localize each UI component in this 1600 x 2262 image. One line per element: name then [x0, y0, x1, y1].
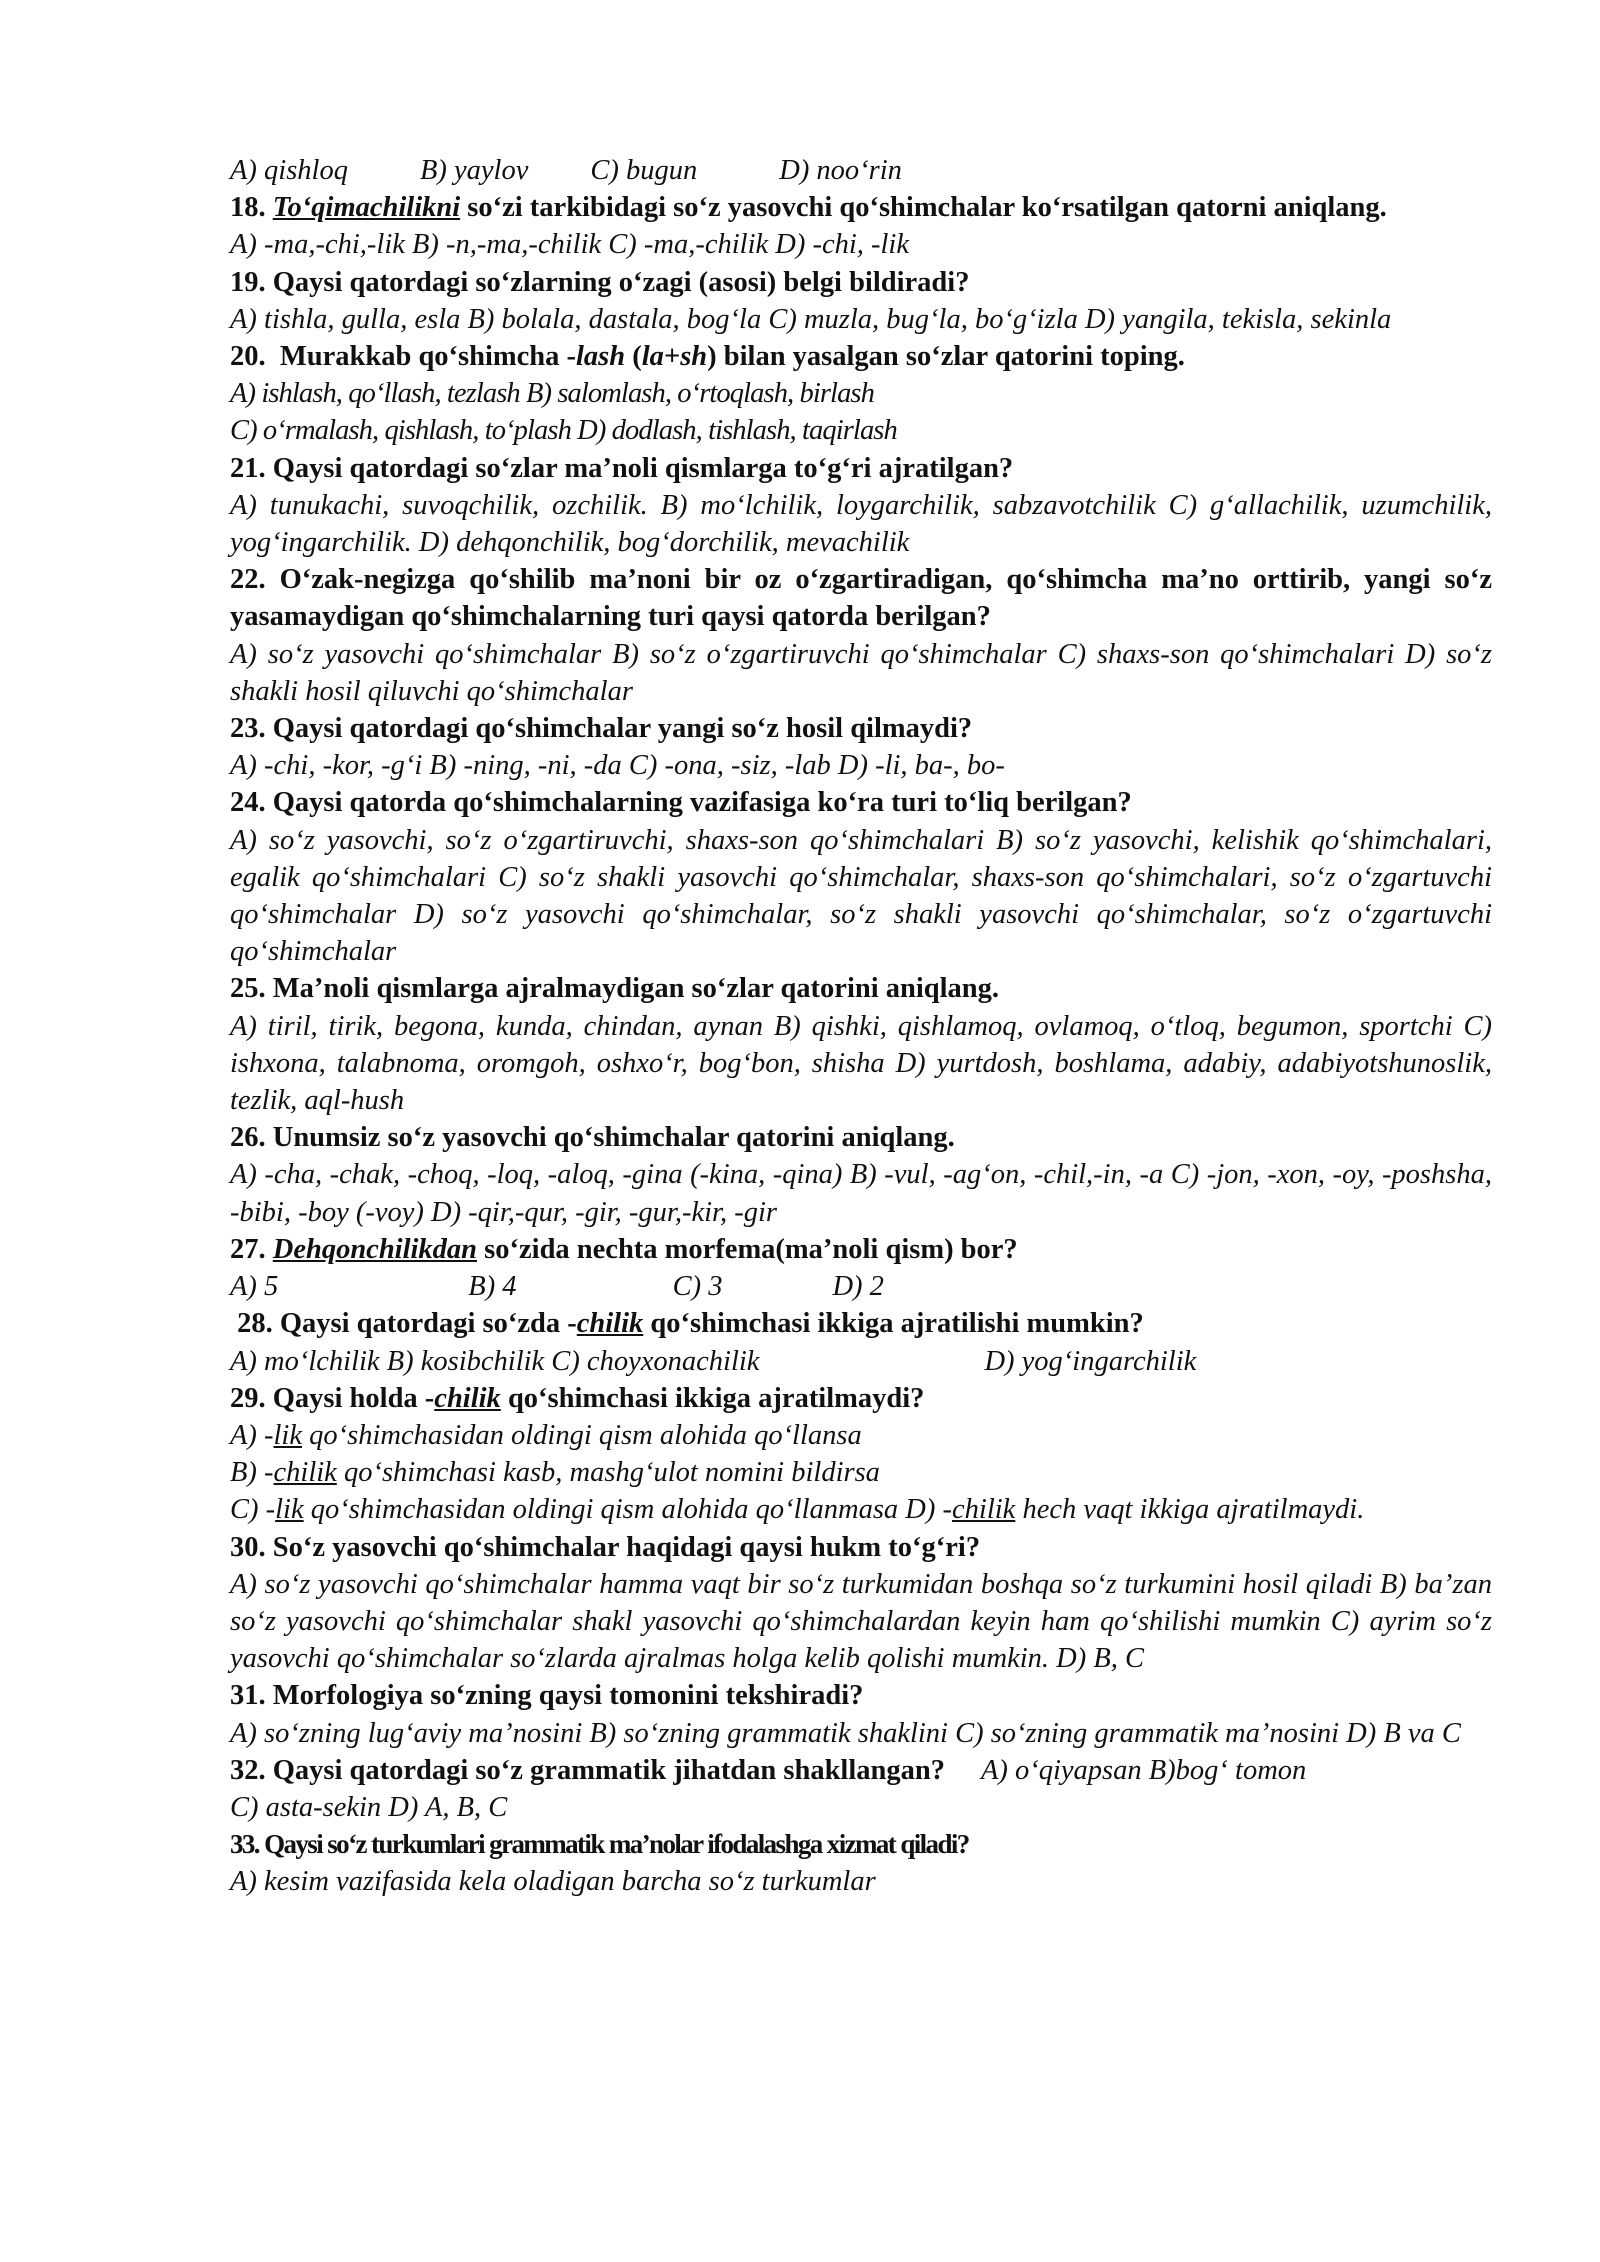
- answer-d: D) 2: [832, 1271, 884, 1303]
- question-26: [230, 1119, 1492, 1156]
- question-text: O‘zak-negizga qo‘shilib ma’noni bir oz o‘zgartiradigan, qo‘shimcha ma’no orttirib, yangi so‘z yasamaydigan qo‘shimchalarning turi qaysi qatorda berilgan?: [230, 564, 1493, 633]
- question-number: 25.: [230, 973, 266, 1005]
- suffix-chilik: chilik: [273, 1457, 337, 1489]
- question-keyword: To‘qimachilikni: [272, 192, 461, 224]
- answers-a-c: A) mo‘lchilik B) kosibchilik C) choyxonachilik: [230, 1345, 760, 1377]
- question-number: 33.: [230, 1829, 259, 1860]
- answer-a: A) qishloq: [230, 155, 348, 186]
- question-32-inline-answers: A) o‘qiyapsan B)bog‘ tomon: [980, 1754, 1307, 1786]
- question-number: 19.: [230, 266, 266, 298]
- question-text: qo‘shimchasi ikkiga ajratilishi mumkin?: [643, 1308, 1144, 1340]
- question-text: qo‘shimchasi ikkiga ajratilmaydi?: [500, 1382, 925, 1414]
- answer-d: D) yog‘ingarchilik: [984, 1345, 1197, 1377]
- question-27-answers: [230, 1268, 1492, 1305]
- question-text: Unumsiz so‘z yasovchi qo‘shimchalar qatorini aniqlang.: [272, 1122, 955, 1154]
- answer-a: A) 5: [230, 1271, 279, 1303]
- question-32-answers: C) asta-sekin D) A, B, C: [230, 1791, 508, 1823]
- question-29-answer-b: [230, 1454, 1492, 1491]
- question-number: 20.: [230, 341, 266, 373]
- suffix-chilik: chilik: [434, 1382, 501, 1414]
- question-28: [230, 1305, 1492, 1342]
- question-text: Qaysi holda -: [272, 1382, 435, 1414]
- question-number: 18.: [230, 192, 266, 224]
- question-23: [230, 710, 1492, 747]
- question-30-answers: A) so‘z yasovchi qo‘shimchalar hamma vaqt bir so‘z turkumidan boshqa so‘z turkumini hosil qiladi B) ba’zan so‘z yasovchi qo‘shimchalar shakl yasovchi qo‘shimchalardan keyin ham qo‘shilishi mumkin C) ayrim so‘z yasovchi qo‘shimchalar so‘zlarda ajralmas holga kelib qolishi mumkin. D) B, C: [230, 1568, 1492, 1675]
- question-text: Qaysi qatordagi so‘zlar ma’noli qismlarga to‘g‘ri ajratilgan?: [272, 452, 1014, 484]
- question-number: 28.: [237, 1308, 273, 1340]
- question-text: so‘zida nechta morfema(ma’noli qism) bor?: [477, 1233, 1018, 1265]
- question-25: [230, 970, 1492, 1007]
- question-number: 32.: [230, 1754, 266, 1786]
- suffix-sh: sh: [680, 341, 708, 373]
- question-21-answers: A) tunukachi, suvoqchilik, ozchilik. B) mo‘lchilik, loygarchilik, sabzavotchilik C) g‘allachilik, uzumchilik, yog‘ingarchilik. D) dehqonchilik, bog‘dorchilik, mevachilik: [230, 489, 1492, 559]
- plus-sign: +: [663, 341, 681, 373]
- question-18: [230, 189, 1492, 226]
- suffix-lash: lash: [576, 341, 626, 373]
- question-29-answer-c-d: [230, 1491, 1492, 1528]
- answer-text: qo‘shimchasidan oldingi qism alohida qo‘llansa: [302, 1419, 862, 1451]
- question-27: [230, 1231, 1492, 1268]
- question-number: 29.: [230, 1382, 266, 1414]
- question-29: [230, 1380, 1492, 1417]
- question-23-answers: A) -chi, -kor, -g‘i B) -ning, -ni, -da C) -ona, -siz, -lab D) -li, ba-, bo-: [230, 750, 1005, 782]
- suffix-lik: lik: [273, 1419, 303, 1451]
- question-number: 26.: [230, 1122, 266, 1154]
- answer-b: B) 4: [468, 1271, 517, 1303]
- answer-d: D) noo‘rin: [779, 155, 902, 186]
- question-31: [230, 1677, 1492, 1714]
- question-19: [230, 264, 1492, 301]
- question-19-answers: A) tishla, gulla, esla B) bolala, dastala, bog‘la C) muzla, bug‘la, bo‘g‘izla D) yangila, tekisla, sekinla: [230, 303, 1392, 335]
- question-text: ) bilan yasalgan so‘zlar qatorini toping.: [707, 341, 1185, 373]
- question-keyword: Dehqonchilikdan: [272, 1233, 478, 1265]
- question-number: 21.: [230, 452, 266, 484]
- question-text: So‘z yasovchi qo‘shimchalar haqidagi qaysi hukm to‘g‘ri?: [272, 1531, 981, 1563]
- question-text: Qaysi qatordagi so‘z grammatik jihatdan shakllangan?: [272, 1754, 945, 1786]
- question-33-answers: A) kesim vazifasida kela oladigan barcha so‘z turkumlar: [230, 1866, 876, 1898]
- question-32: [230, 1752, 1492, 1789]
- question-25-answers: A) tiril, tirik, begona, kunda, chindan, aynan B) qishki, qishlamoq, ovlamoq, o‘tloq, begumon, sportchi C) ishxona, talabnoma, oromgoh, oshxo‘r, bog‘bon, shisha D) yurtdosh, boshlama, adabiy, adabiyotshunoslik, tezlik, aql-hush: [230, 1010, 1492, 1117]
- question-text: Qaysi so‘z turkumlari grammatik ma’nolar ifodalashga xizmat qiladi?: [264, 1829, 969, 1860]
- question-number: 22.: [230, 564, 266, 596]
- question-text: Murakkab qo‘shimcha -: [279, 341, 577, 373]
- question-text: Morfologiya so‘zning qaysi tomonini tekshiradi?: [272, 1680, 864, 1712]
- question-text: Qaysi qatordagi qo‘shimchalar yangi so‘z hosil qilmaydi?: [272, 713, 973, 745]
- answer-prefix: C) -: [230, 1494, 276, 1526]
- question-20: [230, 338, 1492, 375]
- question-number: 24.: [230, 787, 266, 819]
- question-number: 27.: [230, 1233, 266, 1265]
- suffix-chilik: chilik: [952, 1494, 1016, 1526]
- question-text: (: [625, 341, 642, 373]
- question-21: [230, 450, 1492, 487]
- question-22: [230, 561, 1492, 635]
- question-text: Qaysi qatordagi so‘zlarning o‘zagi (asosi) belgi bildiradi?: [272, 266, 970, 298]
- question-number: 31.: [230, 1680, 266, 1712]
- question-28-answers: [230, 1343, 1492, 1380]
- question-24-answers: A) so‘z yasovchi, so‘z o‘zgartiruvchi, shaxs-son qo‘shimchalari B) so‘z yasovchi, kelishik qo‘shimchalari, egalik qo‘shimchalari C) so‘z shakli yasovchi qo‘shimchalar, shaxs-son qo‘shimchalari, so‘z o‘zgartuvchi qo‘shimchalar D) so‘z yasovchi qo‘shimchalar, so‘z shakli yasovchi qo‘shimchalar, so‘z o‘zgartuvchi qo‘shimchalar: [230, 824, 1492, 968]
- top-answer-line: [230, 152, 1492, 189]
- question-22-answers: A) so‘z yasovchi qo‘shimchalar B) so‘z o‘zgartiruvchi qo‘shimchalar C) shaxs-son qo‘shimchalari D) so‘z shakli hosil qiluvchi qo‘shimchalar: [230, 638, 1492, 707]
- question-text: so‘zi tarkibidagi so‘z yasovchi qo‘shimchalar ko‘rsatilgan qatorni aniqlang.: [460, 192, 1387, 224]
- question-33: [230, 1826, 1492, 1863]
- question-26-answers: A) -cha, -chak, -choq, -loq, -aloq, -gina (-kina, -qina) B) -vul, -ag‘on, -chil,-in, -a C) -jon, -xon, -oy, -poshsha, -bibi, -boy (-voy) D) -qir,-qur, -gir, -gur,-kir, -gir: [230, 1159, 1492, 1228]
- document-page: [230, 152, 1492, 1901]
- question-number: 23.: [230, 713, 266, 745]
- question-text: Ma’noli qismlarga ajralmaydigan so‘zlar qatorini aniqlang.: [272, 973, 1000, 1005]
- answer-text: hech vaqt ikkiga ajratilmaydi.: [1015, 1494, 1365, 1526]
- answer-text: qo‘shimchasi kasb, mashg‘ulot nomini bildirsa: [336, 1457, 880, 1489]
- answer-b: B) yaylov: [419, 155, 529, 186]
- answer-c: C) 3: [672, 1271, 723, 1303]
- answer-text: qo‘shimchasidan oldingi qism alohida qo‘llanmasa D) -: [303, 1494, 952, 1526]
- question-number: 30.: [230, 1531, 266, 1563]
- suffix-lik: lik: [275, 1494, 304, 1526]
- suffix-la: la: [641, 341, 664, 373]
- question-text: Qaysi qatorda qo‘shimchalarning vazifasiga ko‘ra turi to‘liq berilgan?: [272, 787, 1132, 819]
- question-30: [230, 1529, 1492, 1566]
- question-18-answers: A) -ma,-chi,-lik B) -n,-ma,-chilik C) -ma,-chilik D) -chi, -lik: [230, 229, 909, 261]
- question-24: [230, 784, 1492, 821]
- answer-prefix: A) -: [230, 1419, 274, 1451]
- answer-prefix: B) -: [230, 1457, 274, 1489]
- question-31-answers: A) so‘zning lug‘aviy ma’nosini B) so‘zning grammatik shaklini C) so‘zning grammatik ma’nosini D) B va C: [230, 1717, 1461, 1749]
- question-20-answers-line-1: A) ishlash, qo‘llash, tezlash B) salomlash, o‘rtoqlash, birlash: [230, 378, 874, 410]
- question-text: Qaysi qatordagi so‘zda -: [279, 1308, 577, 1340]
- answer-c: C) bugun: [590, 155, 698, 186]
- question-20-answers-line-2: C) o‘rmalash, qishlash, to‘plash D) dodlash, tishlash, taqirlash: [230, 415, 897, 447]
- suffix-chilik: chilik: [576, 1308, 644, 1340]
- question-29-answer-a: [230, 1417, 1492, 1454]
